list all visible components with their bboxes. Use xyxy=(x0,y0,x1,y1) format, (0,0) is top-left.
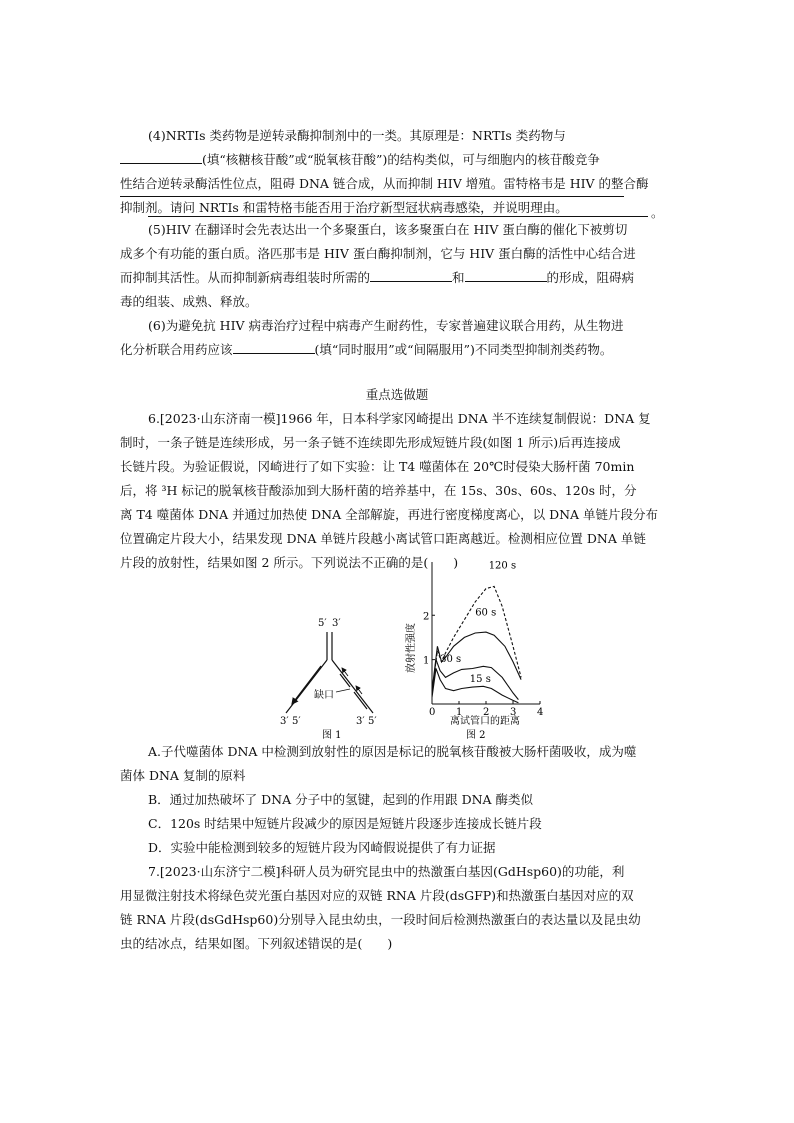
chart-series-label: 15 s xyxy=(469,673,491,685)
q4-line-4: 抑制剂。请问 NRTIs 和雷特格韦能否用于治疗新型冠状病毒感染，并说明理由。 xyxy=(120,200,568,215)
chart-series-label: 30 s xyxy=(440,653,462,665)
chart-x-tick-label: 3 xyxy=(510,707,517,718)
q5-line-3a: 而抑制其活性。从而抑制新病毒组装时所需的 xyxy=(120,270,371,285)
q6part-line-2b: (填“同时服用”或“间隔服用”)不同类型抑制剂类药物。 xyxy=(314,342,613,357)
chart-x-tick-label: 1 xyxy=(456,707,463,718)
chart-x-tick-label: 0 xyxy=(429,707,436,718)
fig1-gap-label: 缺口 xyxy=(314,690,334,701)
chart-x-tick-label: 2 xyxy=(483,707,490,718)
q6-line-4: 后，将 ³H 标记的脱氧核苷酸添加到大肠杆菌的培养基中，在 15s、30s、60s、120s 时，分 xyxy=(120,483,637,498)
fig1-caption: 图 1 xyxy=(322,730,342,740)
q5-line-1: (5)HIV 在翻译时会先表达出一个多聚蛋白，该多聚蛋白在 HIV 蛋白酶的催化下被剪切 xyxy=(148,222,628,237)
q5-line-3b: 和 xyxy=(452,270,465,285)
q4-answer-rule-2[interactable] xyxy=(148,216,648,217)
q7-line-4: 虫的结冰点，结果如图。下列叙述错误的是( ) xyxy=(120,936,393,951)
q6-line-3: 长链片段。为验证假说，冈崎进行了如下实验：让 T4 噬菌体在 20℃时侵染大肠杆菌 70min xyxy=(120,459,635,474)
option-c[interactable]: C．120s 时结果中短链片段减少的原因是短链片段逐步连接成长链片段 xyxy=(148,816,542,831)
q7-line-2: 用显微注射技术将绿色荧光蛋白基因对应的双链 RNA 片段(dsGFP)和热激蛋白基因对应的双 xyxy=(120,888,634,903)
q5-blank-2[interactable] xyxy=(465,267,547,282)
q6part-line-1: (6)为避免抗 HIV 病毒治疗过程中病毒产生耐药性，专家普遍建议联合用药，从生物进 xyxy=(148,318,624,333)
q7-line-1: 7.[2023·山东济宁二模]科研人员为研究昆虫中的热激蛋白基因(GdHsp60)的功能，利 xyxy=(148,864,625,879)
chart-series-label: 120 s xyxy=(488,560,517,572)
q6-line-5: 离 T4 噬菌体 DNA 并通过加热使 DNA 全部解旋，再进行密度梯度离心，以 DNA 单链片段分布 xyxy=(120,507,659,522)
fig1-top-right-label: 3′ xyxy=(332,618,341,629)
q4-line-2 xyxy=(120,148,600,172)
fig1-bottom-label-4: 5′ xyxy=(368,716,377,727)
chart-x-axis-label: 离试管口的距离 xyxy=(450,716,520,727)
fig1-bottom-label-1: 3′ xyxy=(280,716,289,727)
fig1-gap-pointer xyxy=(336,689,350,692)
chart-y-axis-label: 放射性强度 xyxy=(406,623,417,673)
fig1-top-left-label: 5′ xyxy=(318,618,327,629)
chart-caption: 图 2 xyxy=(466,730,486,741)
figure-2-chart xyxy=(400,560,550,742)
q5-line-2: 成多个有功能的蛋白质。洛匹那韦是 HIV 蛋白酶抑制剂，它与 HIV 蛋白酶的活性中心结合进 xyxy=(120,246,636,261)
q5-line-4: 毒的组装、成熟、释放。 xyxy=(120,294,258,309)
q6part-line-2a: 化分析联合用药应该 xyxy=(120,342,233,357)
q4-end-mark: 。 xyxy=(651,205,664,220)
q6-line-7: 片段的放射性，结果如图 2 所示。下列说法不正确的是( ) xyxy=(120,555,459,570)
fig1-bottom-label-3: 3′ xyxy=(356,716,365,727)
q6part-blank[interactable] xyxy=(233,339,315,354)
q4-line-2-text: (填“核糖核苷酸”或“脱氧核苷酸”)的结构类似，可与细胞内的核苷酸竞争 xyxy=(202,152,600,167)
chart-y-tick-label: 1 xyxy=(423,655,430,667)
q5-line-3 xyxy=(120,266,634,290)
q6-line-6: 位置确定片段大小，结果发现 DNA 单链片段越小离试管口距离越近。检测相应位置 DNA 单链 xyxy=(120,531,646,546)
option-d[interactable]: D．实验中能检测到较多的短链片段为冈崎假说提供了有力证据 xyxy=(148,840,496,855)
q4-line-3: 性结合逆转录酶活性位点，阻碍 DNA 链合成，从而抑制 HIV 增殖。雷特格韦是 HIV 的整合酶 xyxy=(120,176,649,191)
chart-series-label: 60 s xyxy=(475,607,497,619)
chart-y-tick-label: 2 xyxy=(423,611,430,623)
option-a-line-2[interactable]: 菌体 DNA 复制的原料 xyxy=(120,768,246,783)
q4-answer-rule-1[interactable] xyxy=(120,196,624,197)
q6-line-1: 6.[2023·山东济南一模]1966 年，日本科学家冈崎提出 DNA 半不连续复制假说：DNA 复 xyxy=(148,411,651,426)
q5-blank-1[interactable] xyxy=(370,267,452,282)
option-b[interactable]: B．通过加热破坏了 DNA 分子中的氢键，起到的作用跟 DNA 酶类似 xyxy=(148,792,534,807)
q6-line-2: 制时，一条子链是连续形成，另一条子链不连续即先形成短链片段(如图 1 所示)后再连接成 xyxy=(120,435,621,450)
fig1-right-parent-strand xyxy=(332,660,373,713)
q4-line-1: (4)NRTIs 类药物是逆转录酶抑制剂中的一类。其原理是：NRTIs 类药物与 xyxy=(148,128,566,143)
q7-line-3: 链 RNA 片段(dsGdHsp60)分别导入昆虫幼虫，一段时间后检测热激蛋白的表达量以及昆虫幼 xyxy=(120,912,641,927)
fig1-okazaki-fragment-2 xyxy=(354,692,367,709)
option-a-line-1[interactable]: A.子代噬菌体 DNA 中检测到放射性的原因是标记的脱氧核苷酸被大肠杆菌吸收，成为噬 xyxy=(148,744,637,759)
fig1-left-parent-strand xyxy=(286,660,327,713)
q6part-line-2 xyxy=(120,338,612,362)
q4-answer-blank[interactable] xyxy=(120,149,202,164)
chart-x-tick-label: 4 xyxy=(537,707,544,718)
section-title: 重点选做题 xyxy=(365,387,429,402)
figure-1-replication-fork xyxy=(270,610,400,740)
q5-line-3c: 的形成，阻碍病 xyxy=(546,270,635,285)
fig1-bottom-label-2: 5′ xyxy=(292,716,301,727)
